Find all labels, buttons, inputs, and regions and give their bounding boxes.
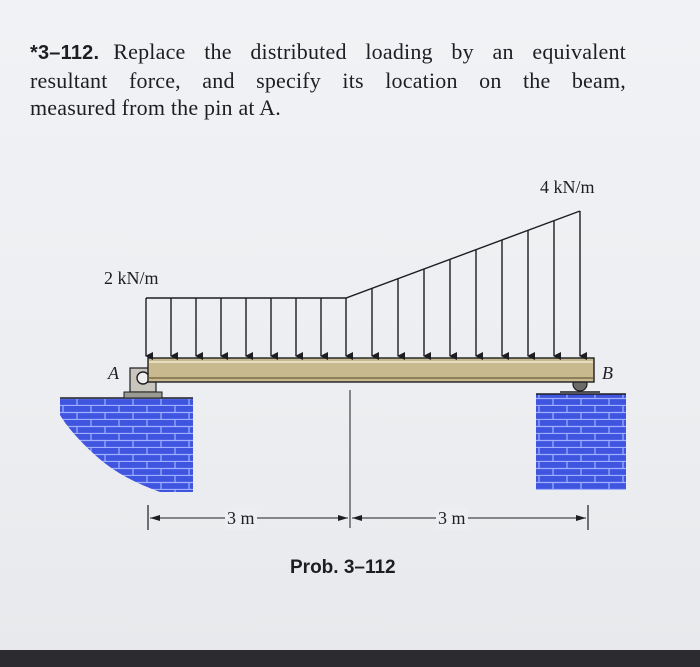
left-wall xyxy=(60,398,193,492)
problem-text-1: Replace the distributed loading by an equivalent xyxy=(113,39,626,64)
problem-line-3: measured from the pin at A. xyxy=(30,95,281,120)
figure-caption: Prob. 3–112 xyxy=(290,557,396,578)
load-envelope xyxy=(146,211,580,298)
right-wall xyxy=(536,394,626,490)
support-b-label: B xyxy=(602,363,613,383)
bottom-edge xyxy=(0,650,700,667)
problem-number: *3–112. xyxy=(30,42,100,64)
load-left-label: 2 kN/m xyxy=(104,268,159,288)
dimension-label-2: 3 m xyxy=(438,508,466,528)
load-arrows xyxy=(146,211,580,356)
problem-line-2: resultant force, and specify its location on the beam, xyxy=(30,68,626,93)
load-right-label: 4 kN/m xyxy=(540,177,595,197)
dimension-lines xyxy=(148,390,588,530)
dimension-label-1: 3 m xyxy=(227,508,255,528)
support-a-label: A xyxy=(108,363,119,383)
beam xyxy=(148,358,594,382)
